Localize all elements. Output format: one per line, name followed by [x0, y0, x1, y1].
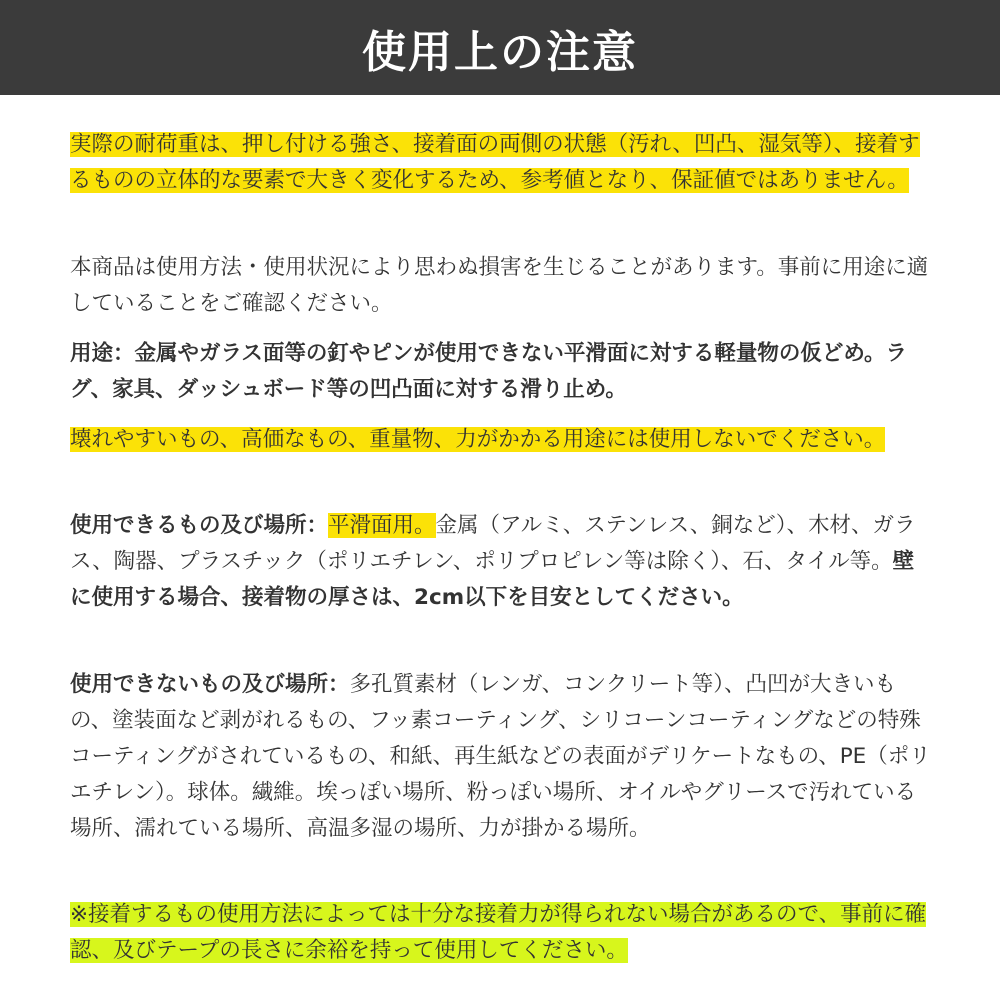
wall-use-text: 壁に使用する場合、接着物の厚さは、2cm以下を目安としてください。	[70, 549, 915, 610]
adhesion-caution-note	[70, 897, 932, 969]
unsuitable-surfaces-text: 多孔質素材（レンガ、コンクリート等）、凸凹が大きいもの、塗装面など剥がれるもの、フッ素コーティング、シリコーンコーティングなどの特殊コーティングがされているもの、和紙、再生紙などの表面がデリケートなもの、PE（ポリエチレン）。球体。繊維。埃っぽい場所、粉っぽい場所、オイルやグリースで汚れている場所、濡れている場所、高温多湿の場所、力が掛かる場所。	[70, 672, 931, 841]
suitable-surfaces-note	[70, 508, 932, 616]
unsuitable-surfaces-note	[70, 667, 932, 847]
usage-text: 用途：金属やガラス面等の釘やピンが使用できない平滑面に対する軽量物の仮どめ。ラグ、家具、ダッシュボード等の凹凸面に対する滑り止め。	[70, 341, 907, 402]
suitable-surfaces-text: 金属（アルミ、ステンレス、銅など）、木材、ガラス、陶器、プラスチック（ポリエチレン、ポリプロピレン等は除く）、石、タイル等。	[70, 513, 916, 574]
load-capacity-note	[70, 127, 932, 199]
damage-warning-text: 本商品は使用方法・使用状況により思わぬ損害を生じることがあります。事前に用途に適していることをご確認ください。	[70, 255, 929, 316]
fragile-warning-text: 壊れやすいもの、高価なもの、重量物、力がかかる用途には使用しないでください。	[70, 427, 886, 452]
load-capacity-text: 実際の耐荷重は、押し付ける強さ、接着面の両側の状態（汚れ、凹凸、湿気等）、接着するものの立体的な要素で大きく変化するため、参考値となり、保証値ではありません。	[70, 132, 920, 193]
damage-warning-note	[70, 250, 932, 322]
suitable-surfaces-label: 使用できるもの及び場所：	[70, 513, 329, 538]
fragile-warning-note	[70, 422, 932, 458]
adhesion-caution-text: ※接着するもの使用方法によっては十分な接着力が得られない場合があるので、事前に確認、及びテープの長さに余裕を持って使用してください。	[70, 902, 927, 963]
suitable-surfaces-highlight: 平滑面用。	[328, 513, 436, 538]
usage-note	[70, 336, 932, 408]
header-bar	[0, 0, 1000, 95]
page-title: 使用上の注意	[362, 26, 638, 78]
unsuitable-surfaces-label: 使用できないもの及び場所：	[70, 672, 350, 697]
